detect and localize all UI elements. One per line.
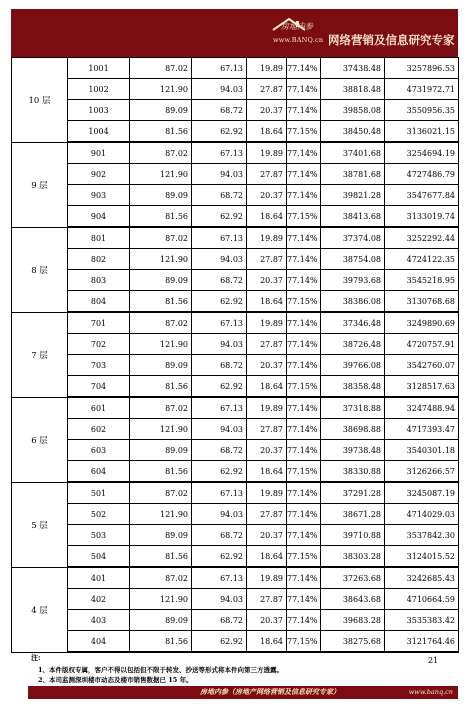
table-row [12, 227, 459, 249]
table-row [12, 164, 459, 185]
ratio-cell: 77.14% [287, 142, 321, 164]
unit-cell: 803 [68, 270, 130, 291]
shared-area-cell: 27.87 [247, 334, 287, 355]
unit-price-cell: 39793.68 [321, 270, 385, 291]
unit-cell: 702 [68, 334, 130, 355]
inner-area-cell: 94.03 [192, 79, 247, 100]
area-cell: 87.02 [130, 482, 192, 504]
ratio-cell: 77.14% [287, 482, 321, 504]
unit-price-cell: 37291.28 [321, 482, 385, 504]
area-cell: 121.90 [130, 79, 192, 100]
unit-cell: 804 [68, 291, 130, 313]
shared-area-cell: 18.64 [247, 206, 287, 228]
unit-price-cell: 38754.08 [321, 249, 385, 270]
total-price-cell: 3545218.95 [385, 270, 459, 291]
total-price-cell: 3128517.63 [385, 376, 459, 398]
unit-price-cell: 37438.48 [321, 58, 385, 79]
unit-cell: 1004 [68, 121, 130, 143]
total-price-cell: 3247488.94 [385, 397, 459, 419]
header-title: 网络营销及信息研究专家 [328, 33, 455, 47]
inner-area-cell: 67.13 [192, 58, 247, 79]
unit-cell: 401 [68, 567, 130, 589]
area-cell: 87.02 [130, 312, 192, 334]
unit-price-cell: 39858.08 [321, 100, 385, 121]
table-row [12, 334, 459, 355]
shared-area-cell: 20.37 [247, 440, 287, 461]
inner-area-cell: 67.13 [192, 312, 247, 334]
unit-cell: 403 [68, 610, 130, 631]
area-cell: 121.90 [130, 589, 192, 610]
unit-price-cell: 38643.68 [321, 589, 385, 610]
unit-price-cell: 38330.88 [321, 461, 385, 483]
floor-label: 5 层 [12, 482, 68, 567]
total-price-cell: 3136021.15 [385, 121, 459, 143]
shared-area-cell: 20.37 [247, 100, 287, 121]
shared-area-cell: 19.89 [247, 397, 287, 419]
total-price-cell: 3249890.69 [385, 312, 459, 334]
inner-area-cell: 68.72 [192, 355, 247, 376]
table-row [12, 482, 459, 504]
total-price-cell: 3126266.57 [385, 461, 459, 483]
note-line-1: 1、本件版权专属，客户不得以包括但不限于转发、抄送等形式将本件向第三方透露。 [38, 666, 284, 674]
unit-cell: 604 [68, 461, 130, 483]
shared-area-cell: 27.87 [247, 589, 287, 610]
ratio-cell: 77.14% [287, 589, 321, 610]
total-price-cell: 3540301.18 [385, 440, 459, 461]
unit-cell: 701 [68, 312, 130, 334]
table-row [12, 440, 459, 461]
table-row [12, 610, 459, 631]
unit-price-cell: 39766.08 [321, 355, 385, 376]
brand-name: 房地内参 [281, 22, 313, 31]
unit-price-cell: 38671.28 [321, 504, 385, 525]
shared-area-cell: 19.89 [247, 58, 287, 79]
total-price-cell: 3121764.46 [385, 631, 459, 653]
floor-label: 6 层 [12, 397, 68, 482]
unit-price-cell: 38358.48 [321, 376, 385, 398]
unit-cell: 501 [68, 482, 130, 504]
unit-cell: 901 [68, 142, 130, 164]
header-banner [11, 9, 458, 57]
area-cell: 89.09 [130, 610, 192, 631]
brand-domain: www.BANQ.cn [273, 36, 324, 44]
shared-area-cell: 27.87 [247, 249, 287, 270]
unit-cell: 404 [68, 631, 130, 653]
ratio-cell: 77.14% [287, 79, 321, 100]
inner-area-cell: 68.72 [192, 440, 247, 461]
unit-cell: 903 [68, 185, 130, 206]
area-cell: 121.90 [130, 334, 192, 355]
total-price-cell: 3535383.42 [385, 610, 459, 631]
ratio-cell: 77.15% [287, 291, 321, 313]
ratio-cell: 77.15% [287, 206, 321, 228]
inner-area-cell: 94.03 [192, 504, 247, 525]
unit-price-cell: 38781.68 [321, 164, 385, 185]
ratio-cell: 77.14% [287, 567, 321, 589]
table-row [12, 100, 459, 121]
unit-price-cell: 39821.28 [321, 185, 385, 206]
total-price-cell: 4714029.03 [385, 504, 459, 525]
table-row [12, 58, 459, 79]
unit-cell: 1002 [68, 79, 130, 100]
shared-area-cell: 20.37 [247, 610, 287, 631]
ratio-cell: 77.14% [287, 100, 321, 121]
ratio-cell: 77.15% [287, 121, 321, 143]
table-row [12, 419, 459, 440]
shared-area-cell: 27.87 [247, 164, 287, 185]
inner-area-cell: 67.13 [192, 567, 247, 589]
unit-cell: 802 [68, 249, 130, 270]
ratio-cell: 77.14% [287, 185, 321, 206]
inner-area-cell: 62.92 [192, 631, 247, 653]
area-cell: 121.90 [130, 249, 192, 270]
total-price-cell: 3245087.19 [385, 482, 459, 504]
unit-price-cell: 38818.48 [321, 79, 385, 100]
total-price-cell: 4724122.35 [385, 249, 459, 270]
shared-area-cell: 27.87 [247, 419, 287, 440]
shared-area-cell: 18.64 [247, 461, 287, 483]
table-row [12, 206, 459, 228]
unit-price-cell: 39710.88 [321, 525, 385, 546]
unit-price-cell: 37318.88 [321, 397, 385, 419]
ratio-cell: 77.14% [287, 249, 321, 270]
inner-area-cell: 67.13 [192, 227, 247, 249]
inner-area-cell: 62.92 [192, 461, 247, 483]
inner-area-cell: 68.72 [192, 185, 247, 206]
unit-price-cell: 37401.68 [321, 142, 385, 164]
unit-price-cell: 37374.08 [321, 227, 385, 249]
shared-area-cell: 18.64 [247, 291, 287, 313]
area-cell: 87.02 [130, 567, 192, 589]
total-price-cell: 3242685.43 [385, 567, 459, 589]
inner-area-cell: 94.03 [192, 249, 247, 270]
unit-price-cell: 39738.48 [321, 440, 385, 461]
shared-area-cell: 20.37 [247, 185, 287, 206]
footer-text: 房地内参（房地产网络营销及信息研究专家） [200, 687, 340, 696]
unit-cell: 704 [68, 376, 130, 398]
area-cell: 89.09 [130, 270, 192, 291]
shared-area-cell: 20.37 [247, 355, 287, 376]
notes-label: 注: [31, 653, 41, 662]
unit-price-cell: 38698.88 [321, 419, 385, 440]
table-row [12, 504, 459, 525]
area-cell: 121.90 [130, 504, 192, 525]
table-row [12, 397, 459, 419]
area-cell: 89.09 [130, 440, 192, 461]
inner-area-cell: 68.72 [192, 525, 247, 546]
unit-price-cell: 38726.48 [321, 334, 385, 355]
unit-cell: 902 [68, 164, 130, 185]
total-price-cell: 3124015.52 [385, 546, 459, 568]
table-row [12, 79, 459, 100]
total-price-cell: 3257896.53 [385, 58, 459, 79]
floor-label: 8 层 [12, 227, 68, 312]
total-price-cell: 4731972.71 [385, 79, 459, 100]
area-cell: 89.09 [130, 355, 192, 376]
unit-price-cell: 38386.08 [321, 291, 385, 313]
table-row [12, 291, 459, 313]
inner-area-cell: 94.03 [192, 164, 247, 185]
shared-area-cell: 18.64 [247, 376, 287, 398]
inner-area-cell: 67.13 [192, 397, 247, 419]
table-row [12, 249, 459, 270]
unit-cell: 1003 [68, 100, 130, 121]
table-row [12, 525, 459, 546]
shared-area-cell: 20.37 [247, 270, 287, 291]
area-cell: 89.09 [130, 185, 192, 206]
shared-area-cell: 18.64 [247, 546, 287, 568]
unit-price-cell: 37263.68 [321, 567, 385, 589]
shared-area-cell: 19.89 [247, 482, 287, 504]
unit-cell: 801 [68, 227, 130, 249]
unit-cell: 703 [68, 355, 130, 376]
ratio-cell: 77.15% [287, 546, 321, 568]
area-cell: 81.56 [130, 631, 192, 653]
inner-area-cell: 67.13 [192, 142, 247, 164]
unit-price-cell: 39683.28 [321, 610, 385, 631]
unit-cell: 603 [68, 440, 130, 461]
table-row [12, 567, 459, 589]
ratio-cell: 77.14% [287, 58, 321, 79]
table-row [12, 461, 459, 483]
unit-price-cell: 37346.48 [321, 312, 385, 334]
unit-price-cell: 38303.28 [321, 546, 385, 568]
total-price-cell: 4720757.91 [385, 334, 459, 355]
unit-price-cell: 38450.48 [321, 121, 385, 143]
table-row [12, 376, 459, 398]
unit-cell: 503 [68, 525, 130, 546]
total-price-cell: 4717393.47 [385, 419, 459, 440]
unit-cell: 904 [68, 206, 130, 228]
unit-cell: 504 [68, 546, 130, 568]
ratio-cell: 77.14% [287, 270, 321, 291]
table-row [12, 546, 459, 568]
table-row [12, 631, 459, 653]
total-price-cell: 3252292.44 [385, 227, 459, 249]
ratio-cell: 77.14% [287, 419, 321, 440]
note-line-2: 2、本司监测深圳楼市动态及楼市销售数据已 15 年。 [38, 676, 193, 684]
ratio-cell: 77.14% [287, 525, 321, 546]
inner-area-cell: 62.92 [192, 376, 247, 398]
area-cell: 87.02 [130, 397, 192, 419]
total-price-cell: 3133019.74 [385, 206, 459, 228]
ratio-cell: 77.14% [287, 334, 321, 355]
area-cell: 89.09 [130, 100, 192, 121]
unit-cell: 602 [68, 419, 130, 440]
page-number: 21 [428, 656, 439, 665]
ratio-cell: 77.14% [287, 440, 321, 461]
total-price-cell: 3130768.68 [385, 291, 459, 313]
floor-label: 7 层 [12, 312, 68, 397]
unit-price-table [11, 57, 459, 653]
ratio-cell: 77.14% [287, 504, 321, 525]
ratio-cell: 77.15% [287, 631, 321, 653]
shared-area-cell: 19.89 [247, 312, 287, 334]
area-cell: 121.90 [130, 164, 192, 185]
ratio-cell: 77.15% [287, 376, 321, 398]
table-row [12, 142, 459, 164]
area-cell: 121.90 [130, 419, 192, 440]
shared-area-cell: 27.87 [247, 79, 287, 100]
inner-area-cell: 68.72 [192, 100, 247, 121]
area-cell: 87.02 [130, 58, 192, 79]
inner-area-cell: 62.92 [192, 291, 247, 313]
total-price-cell: 3547677.84 [385, 185, 459, 206]
inner-area-cell: 67.13 [192, 482, 247, 504]
footer-banner [28, 686, 458, 699]
inner-area-cell: 62.92 [192, 546, 247, 568]
area-cell: 89.09 [130, 525, 192, 546]
unit-price-cell: 38413.68 [321, 206, 385, 228]
area-cell: 81.56 [130, 206, 192, 228]
shared-area-cell: 20.37 [247, 525, 287, 546]
unit-cell: 1001 [68, 58, 130, 79]
floor-label: 4 层 [12, 567, 68, 652]
total-price-cell: 3537842.30 [385, 525, 459, 546]
inner-area-cell: 68.72 [192, 270, 247, 291]
area-cell: 81.56 [130, 291, 192, 313]
table-row [12, 270, 459, 291]
footer-domain: www.banq.cn [408, 688, 453, 696]
inner-area-cell: 68.72 [192, 610, 247, 631]
area-cell: 81.56 [130, 121, 192, 143]
shared-area-cell: 18.64 [247, 121, 287, 143]
table-row [12, 121, 459, 143]
floor-label: 10 层 [12, 58, 68, 143]
ratio-cell: 77.14% [287, 610, 321, 631]
area-cell: 87.02 [130, 227, 192, 249]
unit-cell: 502 [68, 504, 130, 525]
unit-cell: 402 [68, 589, 130, 610]
table-row [12, 312, 459, 334]
ratio-cell: 77.14% [287, 312, 321, 334]
total-price-cell: 4710664.59 [385, 589, 459, 610]
table-row [12, 589, 459, 610]
total-price-cell: 3550956.35 [385, 100, 459, 121]
area-cell: 81.56 [130, 376, 192, 398]
shared-area-cell: 18.64 [247, 631, 287, 653]
shared-area-cell: 19.89 [247, 142, 287, 164]
ratio-cell: 77.15% [287, 461, 321, 483]
inner-area-cell: 62.92 [192, 121, 247, 143]
ratio-cell: 77.14% [287, 164, 321, 185]
ratio-cell: 77.14% [287, 397, 321, 419]
inner-area-cell: 62.92 [192, 206, 247, 228]
inner-area-cell: 94.03 [192, 419, 247, 440]
area-cell: 81.56 [130, 546, 192, 568]
shared-area-cell: 19.89 [247, 227, 287, 249]
total-price-cell: 4727486.79 [385, 164, 459, 185]
inner-area-cell: 94.03 [192, 589, 247, 610]
ratio-cell: 77.14% [287, 355, 321, 376]
inner-area-cell: 94.03 [192, 334, 247, 355]
area-cell: 81.56 [130, 461, 192, 483]
total-price-cell: 3542760.07 [385, 355, 459, 376]
unit-price-cell: 38275.68 [321, 631, 385, 653]
floor-label: 9 层 [12, 142, 68, 227]
table-row [12, 185, 459, 206]
table-row [12, 355, 459, 376]
shared-area-cell: 19.89 [247, 567, 287, 589]
shared-area-cell: 27.87 [247, 504, 287, 525]
unit-cell: 601 [68, 397, 130, 419]
area-cell: 87.02 [130, 142, 192, 164]
total-price-cell: 3254694.19 [385, 142, 459, 164]
ratio-cell: 77.14% [287, 227, 321, 249]
